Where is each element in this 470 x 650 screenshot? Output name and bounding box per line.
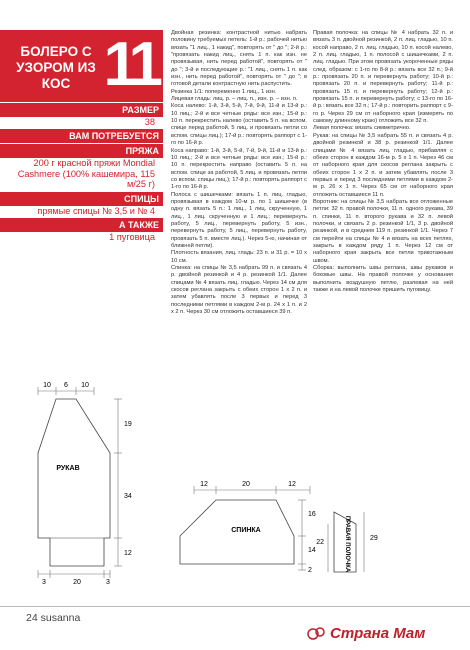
sleeve-label: РУКАВ <box>56 465 80 472</box>
sleeve-dim-bottom-mid: 20 <box>73 579 81 586</box>
sleeve-shape <box>38 399 110 566</box>
needles-value: прямые спицы № 3,5 и № 4 <box>37 206 155 216</box>
sleeve-dim-cap: 19 <box>124 421 132 428</box>
instructions-column-right: Правая полочка: на спицы № 4 набрать 32 п. и вязать 3 п. двойной резинкой, 2 п. лиц. гладью, 10 п. косой направо, 2 п. лиц. гладью, 10 п. косой налево, 2 п. лиц. гладью, 1 п. полосой с шишечками, 2 п. лиц. гладью. При этом провязать укороченные ряды след. образом: с 1-го по 8-й р.: вязать все 32 п.; 9-й р.: провязать 20 п. и перевернуть работу; 10-й р.: провязать 20 п. и перевернуть работу; 11-й р.: провязать 15 п. и перевернуть работу; 12-й р.: провязать 15 п. и перевернуть работу; с 13-го по 16-й р.: вязать все 32 п.; 17-й р.: повторить раппорт с 9-го р. Через 29 см от наборного края (измерять по самому длинному краю) отложить все 32 п. Левая полочка: вязать симметрично. Рукав: на спицы № 3,5 набрать 55 п. и связать 4 р. двойной резинкой и 38 р. резинкой 1/1. Далее спицами № 4 вязать лиц. гладью, прибавляя с обеих сторон в каждом 16-м р. 5 х 1 п. Через 46 см от наборного края для скосов реглана закрыть с обеих сторон 1 х 2 п. и затем убавлять после 3 первых и перед 3 последними петлями в каждом 2-м р. 26 х 1 п. Через 65 см от наборного края отложить оставшиеся 11 п. Воротник: на спицы № 3,5 набрать все отложенные петли: 32 п. правой полочки, 11 п. одного рукава, 39 п. спинки, 11 п. второго рукава и 32 п. левой полочки, и связать 2 р. резинкой 1/1, 3 р. двойной резинкой, и в среднем 119 п. резинкой 1/1. Через 7 см перейти на спицы № 4 и вязать на всех петлях, закрыть в каждом ряду 1 п. Через 12 см от наборного края закрыть все петли трикотажным швом. Сборка: выполнить швы реглана, швы рукавов и боковые швы. На правой полочке у основания выполнить воздушную петлю, разлевая на ней также и на левой полочке пришить пуговицу. <box>313 30 453 294</box>
size-heading: РАЗМЕР <box>0 103 163 117</box>
needles-heading: СПИЦЫ <box>0 192 163 206</box>
yarn-value: 200 г красной пряжи Mondial Cashmere (100% кашемира, 115 м/25 г) <box>17 158 155 189</box>
sleeve-diagram <box>12 375 152 585</box>
back-dim-raglan: 16 <box>308 511 316 518</box>
back-dim-ribbing: 2 <box>308 567 312 574</box>
sleeve-dim-length: 34 <box>124 493 132 500</box>
sleeve-dim-top-mid: 6 <box>64 382 68 389</box>
back-dim-top-left: 12 <box>200 481 208 488</box>
materials-heading: ВАМ ПОТРЕБУЕТСЯ <box>0 129 163 143</box>
page-footer <box>26 612 80 624</box>
page-number: 24 <box>26 612 38 624</box>
instructions-column-middle: Двойная резинка: контрастной нитью набрать половину требуемых петель: 1-й р.: рабочей нитью вязать "1 лиц., 1 накид", повторять от " до "; 2-й р.: "провязать накид лиц., снять 1 п. как изн. не провязывая, нить перед работой", повторять от " до "; 3-й и последующие р.: "1 лиц., снять 1 п. как изн., нить перед работой", повторять от " до "; в готовой детали контрастную нить распустить. Резинка 1/1: попеременно 1 лиц., 1 изн. Лицевая гладь: лиц. р. – лиц. п., изн. р. – изн. п. Коса налево: 1-й, 3-й, 5-й, 7-й, 9-й, 11-й и 13-й р.: 10 лиц.; 2-й и все четные ряды: все изн.; 15-й р.: 10 п. перекрестить налево (оставить 5 п. на вспом. спице перед работой, 5 лиц. и провязать петли со вспом. спицы лиц.); 17-й р.: повторять раппорт с 1-го по 16-й р. Коса направо: 1-й, 3-й, 5-й, 7-й, 9-й, 11-й и 13-й р.: 10 лиц.; 2-й и все четные ряды: все изн.; 15-й р.: 10 п. перекрестить направо (оставить 5 п. на вспом. спице за работой, 5 лиц. и провязать петли со вспом. спицы лиц.); 17-й р.: повторять раппорт с 1-го по 16-й р. Полоса с шишечками: вязать 1 п. лиц. гладью, провязывая в каждом 10-м р. по 1 шишечке (в одну п. вязать 5 п.: 1 лиц., 1 лиц. скрученную, 1 лиц., 1 лиц. скрученную и 1 лиц.; перевернуть работу, 5 лиц., перевернуть работу, 5 изн., перевернуть работу, 5 лиц., перевернуть работу, провязать 5 п. вместе лиц.). Через 5-ю, начиная от ближней петли). Плотность вязания, лиц. гладь: 23 п. и 31 р. = 10 х 10 см. Спинка: на спицы № 3,5 набрать 99 п. и связать 4 р. двойной резинкой и 4 р. резинкой 1/1. Далее спицами № 4 вязать лиц. гладью. Через 14 см для скосов реглана закрыть с обеих сторон 1 х 2 п. и затем убавлять после 3 первых и перед 3 последними петлями в каждом 2-м р. 24 х 1 п. и 2 х 2 п. Через 30 см отложить оставшиеся 39 п. <box>171 30 307 316</box>
yarn-heading: ПРЯЖА <box>0 144 163 158</box>
back-dim-top-mid: 20 <box>242 481 250 488</box>
front-dim-left: 22 <box>316 539 324 546</box>
watermark: Страна Мам <box>330 625 426 642</box>
back-dim-body: 14 <box>308 547 316 554</box>
front-label: ПРАВАЯ ПОЛОЧКА <box>344 515 350 573</box>
sleeve-dim-top-right: 10 <box>81 382 89 389</box>
front-diagram <box>316 500 386 580</box>
back-diagram <box>166 478 322 578</box>
sleeve-dim-top-left: 10 <box>43 382 51 389</box>
back-dim-top-right: 12 <box>288 481 296 488</box>
page-title: БОЛЕРО С УЗОРОМ ИЗ КОС <box>16 44 96 91</box>
footer-rule <box>0 606 470 607</box>
sleeve-dim-bottom-right: 3 <box>106 579 110 586</box>
back-label: СПИНКА <box>231 527 261 534</box>
title-banner <box>0 30 163 102</box>
brand-name: susanna <box>40 612 81 624</box>
watermark-logo-icon <box>306 624 326 642</box>
size-value: 38 <box>144 117 155 127</box>
pattern-number: 11 <box>103 30 157 99</box>
sleeve-dim-bottom-left: 3 <box>42 579 46 586</box>
sleeve-dim-cuff: 12 <box>124 550 132 557</box>
front-dim-right: 29 <box>370 535 378 542</box>
extras-heading: А ТАКЖЕ <box>0 218 163 232</box>
extras-value: 1 пуговица <box>109 232 155 242</box>
